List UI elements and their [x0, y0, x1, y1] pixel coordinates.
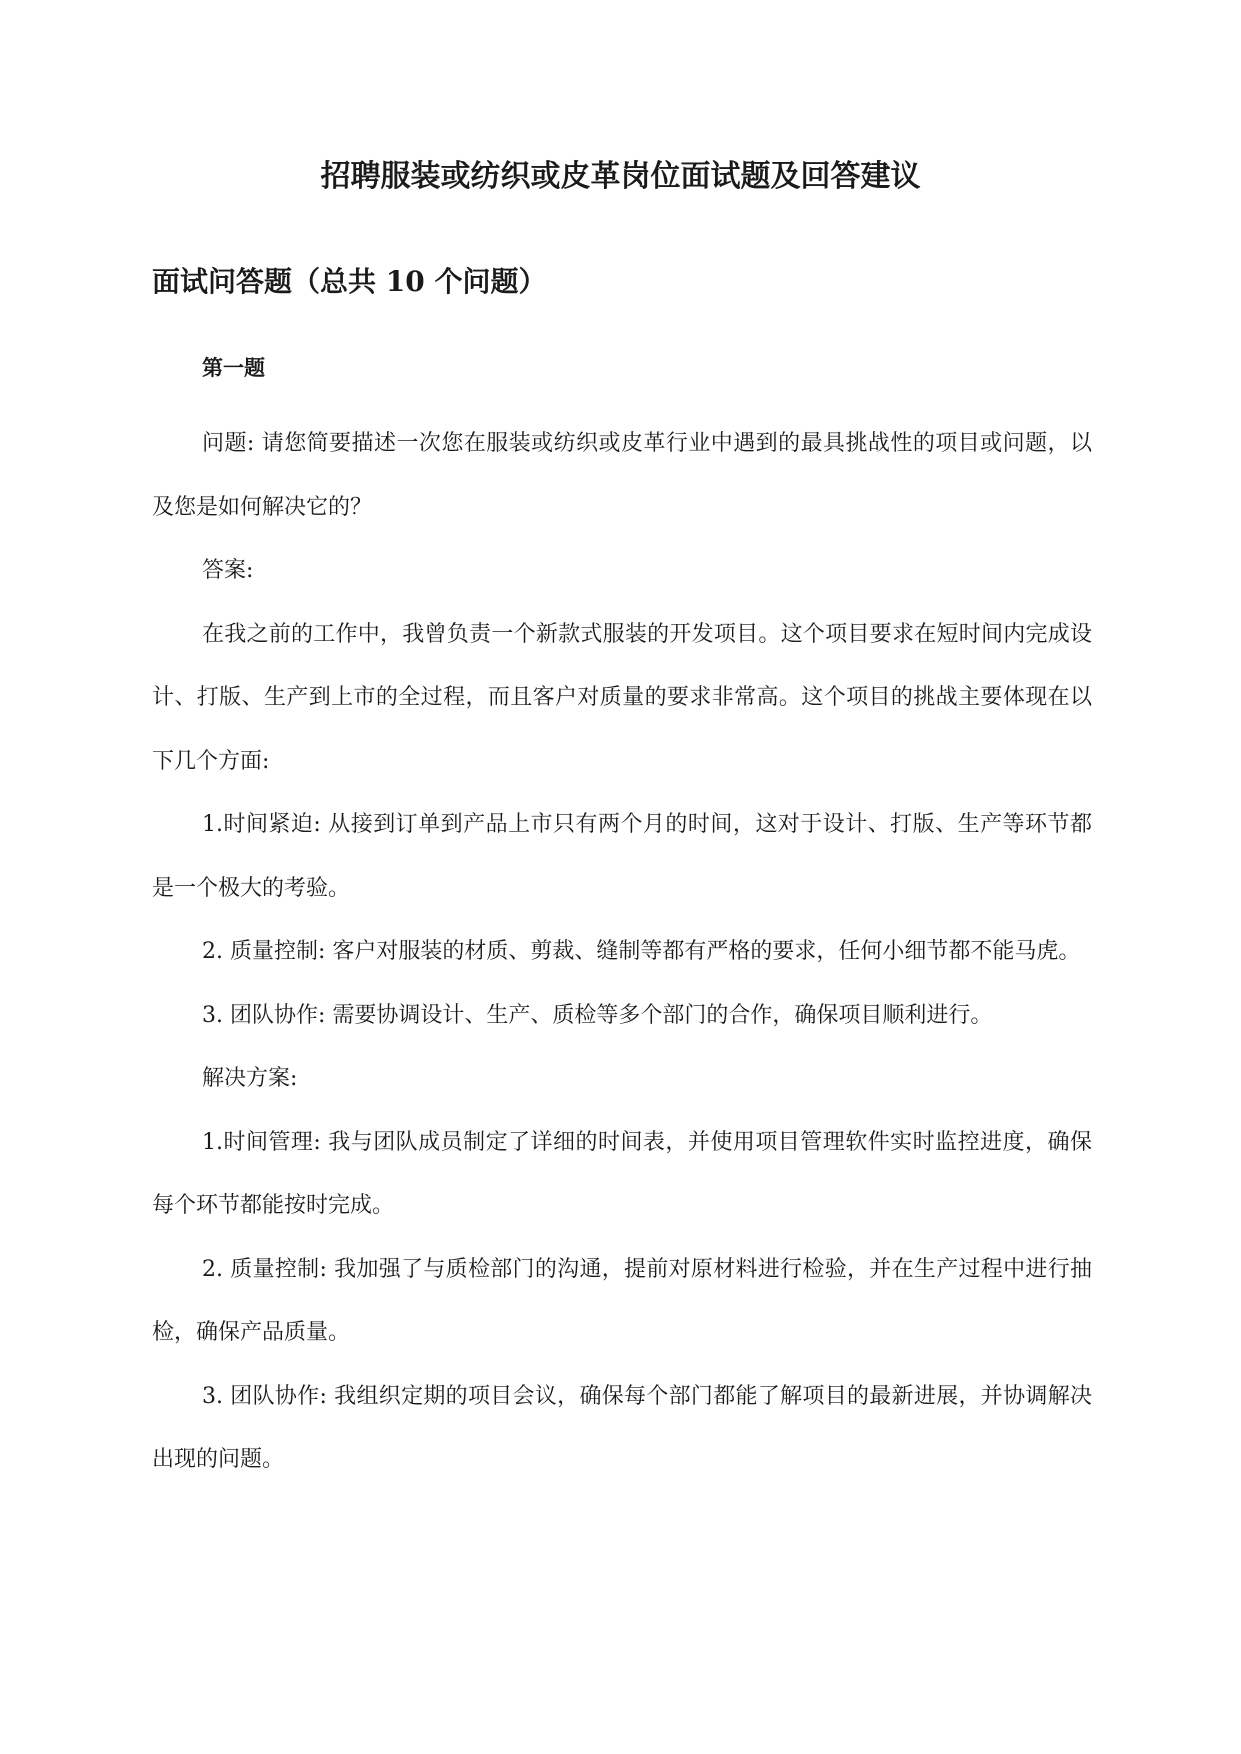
- solution-item: 1.时间管理: 我与团队成员制定了详细的时间表，并使用项目管理软件实时监控进度，确保每个环节都能按时完成。: [152, 1129, 1092, 1218]
- answer-paragraph: 在我之前的工作中，我曾负责一个新款式服装的开发项目。这个项目要求在短时间内完成设计、打版、生产到上市的全过程，而且客户对质量的要求非常高。这个项目的挑战主要体现在以下几个方面:: [152, 621, 1092, 774]
- document-title: 招聘服装或纺织或皮革岗位面试题及回答建议: [320, 159, 921, 194]
- solution-item: 2. 质量控制: 我加强了与质检部门的沟通，提前对原材料进行检验，并在生产过程中进行抽检，确保产品质量。: [152, 1256, 1092, 1345]
- challenge-item: 1.时间紧迫: 从接到订单到产品上市只有两个月的时间，这对于设计、打版、生产等环节都是一个极大的考验。: [152, 812, 1092, 901]
- solution-item: 3. 团队协作: 我组织定期的项目会议，确保每个部门都能了解项目的最新进展，并协调解决出现的问题。: [152, 1383, 1092, 1472]
- challenge-item: 3. 团队协作: 需要协调设计、生产、质检等多个部门的合作，确保项目顺利进行。: [202, 1002, 993, 1028]
- question-paragraph: 问题: 请您简要描述一次您在服装或纺织或皮革行业中遇到的最具挑战性的项目或问题，以及您是如何解决它的？: [152, 431, 1092, 520]
- section-title: 面试问答题（总共 10 个问题）: [152, 265, 547, 298]
- answer-label: 答案:: [202, 558, 254, 583]
- solution-label: 解决方案:: [202, 1066, 298, 1091]
- question-heading: 第一题: [202, 355, 265, 380]
- document-body: [152, 412, 1092, 1492]
- challenge-item: 2. 质量控制: 客户对服装的材质、剪裁、缝制等都有严格的要求，任何小细节都不能马虎。: [202, 939, 1081, 964]
